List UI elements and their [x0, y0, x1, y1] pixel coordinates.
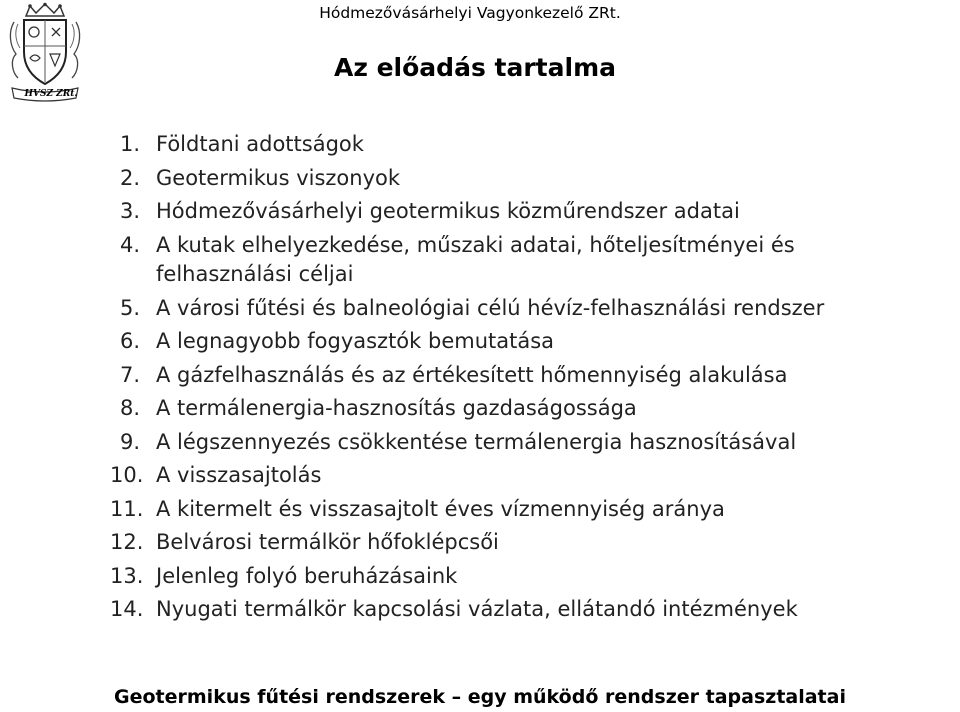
list-item	[0, 162, 960, 196]
list-item	[0, 426, 960, 460]
item-text: A kutak elhelyezkedése, műszaki adatai, hőteljesítményei és felhasználási céljai	[156, 232, 795, 286]
logo-caption: HVSZ ZRt.	[24, 89, 78, 99]
coat-of-arms-icon	[4, 2, 86, 102]
item-number: 9.	[119, 429, 140, 454]
list-item	[0, 325, 960, 359]
item-text: Nyugati termálkör kapcsolási vázlata, ellátandó intézmények	[156, 597, 798, 621]
list-item	[0, 292, 960, 326]
company-name: Hódmezővásárhelyi Vagyonkezelő ZRt.	[319, 4, 621, 22]
item-text: Hódmezővásárhelyi geotermikus közműrendszer adatai	[156, 199, 740, 223]
list-item	[0, 593, 960, 627]
item-text: Geotermikus viszonyok	[156, 165, 401, 190]
item-number: 2.	[119, 165, 140, 190]
list-item	[0, 359, 960, 393]
item-text: A visszasajtolás	[156, 463, 322, 487]
item-number: 12.	[110, 530, 144, 554]
footer-title: Geotermikus fűtési rendszerek – egy működő rendszer tapasztalatai	[114, 686, 846, 708]
item-text: A városi fűtési és balneológiai célú hévíz-felhasználási rendszer	[156, 295, 825, 320]
list-item	[0, 493, 960, 527]
item-number: 10.	[110, 463, 144, 487]
item-text: A kitermelt és visszasajtolt éves vízmennyiség aránya	[156, 496, 725, 521]
item-number: 11.	[110, 496, 144, 521]
item-text: Belvárosi termálkör hőfoklépcsői	[156, 530, 499, 554]
agenda-list	[0, 128, 960, 627]
item-text: A légszennyezés csökkentése termálenergia hasznosításával	[156, 429, 797, 454]
item-number: 13.	[110, 563, 144, 588]
list-item	[0, 560, 960, 594]
page-title: Az előadás tartalma	[334, 53, 616, 82]
item-text: Jelenleg folyó beruházásaink	[156, 563, 458, 588]
list-item	[0, 128, 960, 162]
list-item	[0, 392, 960, 426]
list-item	[0, 195, 960, 229]
list-item	[0, 229, 960, 292]
list-item	[0, 459, 960, 493]
item-number: 3.	[119, 199, 140, 223]
item-number: 6.	[119, 329, 140, 353]
item-text: A legnagyobb fogyasztók bemutatása	[156, 329, 555, 353]
item-number: 4.	[119, 232, 140, 257]
list-item	[0, 526, 960, 560]
item-number: 14.	[110, 597, 144, 621]
item-text: Földtani adottságok	[156, 132, 364, 156]
item-text: A gázfelhasználás és az értékesített hőmennyiség alakulása	[156, 362, 788, 387]
item-number: 7.	[119, 362, 140, 387]
item-number: 8.	[119, 396, 140, 420]
item-text: A termálenergia-hasznosítás gazdaságossága	[156, 396, 637, 420]
item-number: 5.	[119, 295, 140, 320]
item-number: 1.	[119, 132, 140, 156]
